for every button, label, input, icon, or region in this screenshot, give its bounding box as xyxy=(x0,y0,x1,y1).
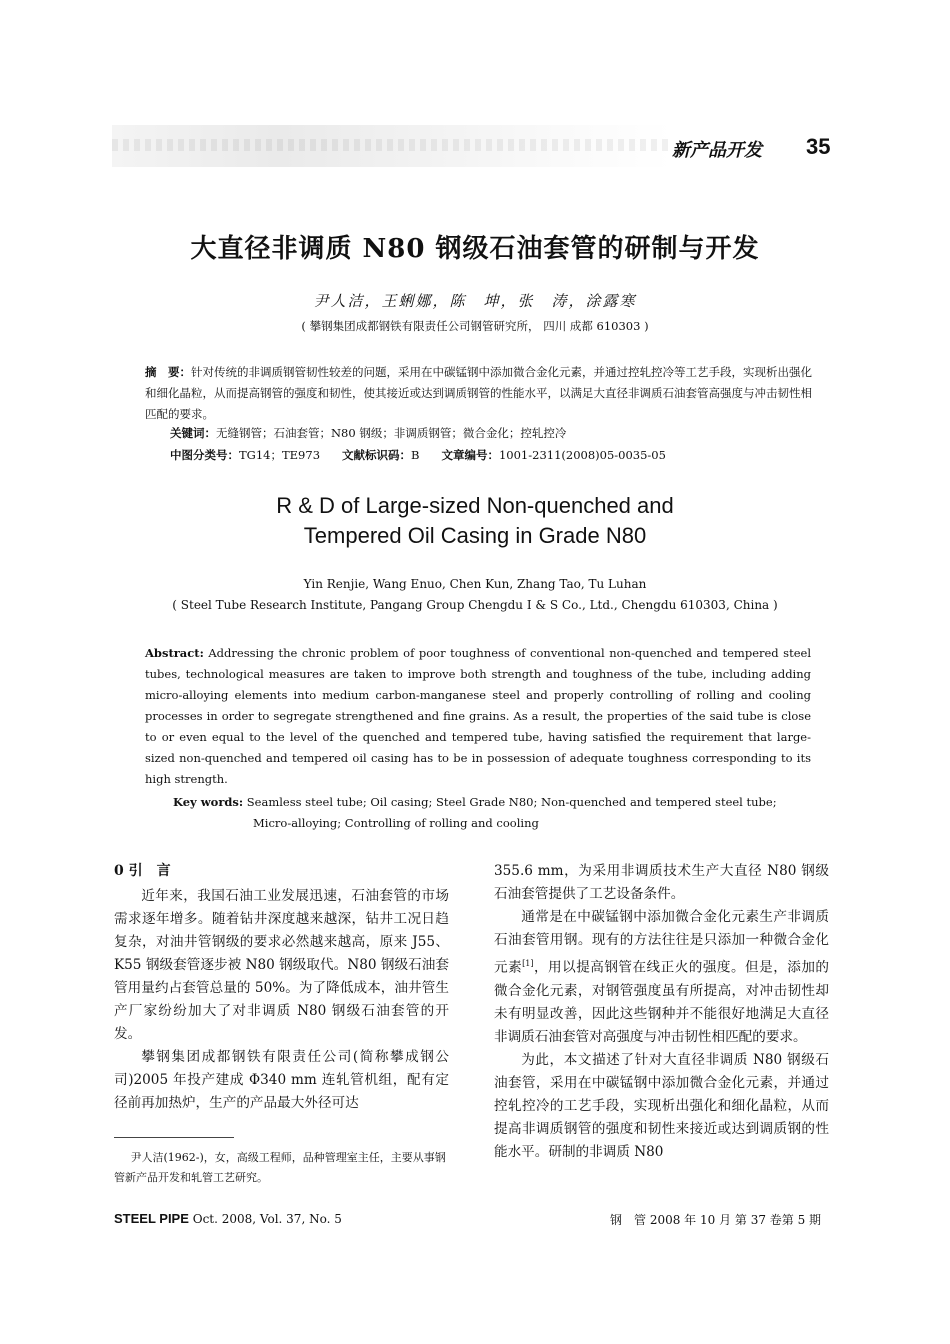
title-en-line1: R & D of Large-sized Non-quenched and xyxy=(276,493,674,518)
classification-line xyxy=(170,447,666,463)
section-heading: 0 引 言 xyxy=(114,863,171,879)
paragraph-intro-2: 攀钢集团成都钢铁有限责任公司(简称攀成钢公司)2005 年投产建成 Φ340 mm 连轧管机组，配有定径前再加热炉，生产的产品最大外径可达 xyxy=(114,1049,449,1111)
keywords-en-label: Key words: xyxy=(173,795,244,809)
author-footnote: 尹人洁(1962-)，女，高级工程师，品种管理室主任，主要从事钢管新产品开发和轧管工艺研究。 xyxy=(114,1151,446,1184)
article-no-label: 文章编号： xyxy=(441,448,499,462)
keywords-en xyxy=(173,792,813,834)
paragraph-methods-text-cont: ，用以提高钢管在线正火的强度。但是，添加的微合金化元素，对钢管强度虽有所提高，对冲击韧性却未有明显改善，因此这些钢种并不能很好地满足大直径非调质石油套管对高强度与冲击韧性相匹配的要求。 xyxy=(494,959,830,1045)
title-zh: 大直径非调质 N80 钢级石油套管的研制与开发 xyxy=(190,234,760,264)
doc-code-value: B xyxy=(411,448,420,462)
clc-label: 中图分类号： xyxy=(170,448,239,462)
footnote-divider xyxy=(114,1137,234,1138)
keywords-zh-text: 无缝钢管；石油套管；N80 钢级；非调质钢管；微合金化；控轧控冷 xyxy=(216,426,567,440)
keywords-zh xyxy=(170,425,566,441)
abstract-en xyxy=(145,643,811,790)
header-band xyxy=(112,125,672,167)
body-column-left xyxy=(114,860,449,1115)
abstract-zh-label: 摘 要： xyxy=(145,365,191,379)
keywords-en-line1: Seamless steel tube; Oil casing; Steel Grade N80; Non-quenched and tempered steel tube; xyxy=(246,795,777,809)
paragraph-purpose: 为此，本文描述了针对大直径非调质 N80 钢级石油套管，采用在中碳锰钢中添加微合金化元素，并通过控轧控冷的工艺手段，实现析出强化和细化晶粒，从而提高非调质钢管的强度和韧性来接近或达到调质钢的性能水平。研制的非调质 N80 xyxy=(494,1051,829,1160)
paragraph-methods xyxy=(494,906,829,1049)
article-no-value: 1001-2311(2008)05-0035-05 xyxy=(498,448,666,462)
authors-en: Yin Renjie, Wang Enuo, Chen Kun, Zhang Tao, Tu Luhan xyxy=(303,577,647,591)
doc-code-label: 文献标识码： xyxy=(342,448,412,462)
affiliation-zh: ( 攀钢集团成都钢铁有限责任公司钢管研究所， 四川 成都 610303 ) xyxy=(301,319,649,333)
footer-issue-info: Oct. 2008, Vol. 37, No. 5 xyxy=(192,1212,342,1226)
abstract-zh-text: 针对传统的非调质钢管韧性较差的问题，采用在中碳锰钢中添加微合金化元素，并通过控轧控冷等工艺手段，实现析出强化和细化晶粒，从而提高钢管的强度和韧性，使其接近或达到调质钢管的性能水平，以满足大直径非调质石油套管高强度与冲击韧性相匹配的要求。 xyxy=(145,365,812,421)
paragraph-continued: 355.6 mm，为采用非调质技术生产大直径 N80 钢级石油套管提供了工艺设备条件。 xyxy=(494,863,829,902)
keywords-en-line2: Micro-alloying; Controlling of rolling and cooling xyxy=(253,816,539,830)
footer-left xyxy=(114,1211,342,1226)
body-column-right xyxy=(494,860,829,1164)
paragraph-intro-1: 近年来，我国石油工业发展迅速，石油套管的市场需求逐年增多。随着钻井深度越来越深，钻井工况日趋复杂，对油井管钢级的要求必然越来越高，原来 J55、K55 钢级套管逐步被 N80 钢级取代。N80 钢级石油套管用量约占套管总量的 50%。为了降低成本，油井管生产厂家纷纷加大了对非调质 N80 钢级石油套管的开发。 xyxy=(114,888,449,1042)
citation-ref: [1] xyxy=(522,959,534,968)
paragraph-methods-text: 通常是在中碳锰钢中添加微合金化元素生产非调质石油套管用钢。现有的方法往往是只添加一种微合金化元素 xyxy=(494,909,829,976)
section-label: 新产品开发 xyxy=(672,140,762,161)
page-number: 35 xyxy=(806,134,831,159)
abstract-en-text: Addressing the chronic problem of poor toughness of conventional non-quenched and tempered steel tubes, technological measures are taken to improve both strength and toughness of the tube, including adding micro-alloying elements into medium carbon-manganese steel and properly controlling of rolling and cooling processes in order to segregate strengthened and fine grains. As a result, the properties of the said tube is close to or even equal to the level of the quenched and tempered tube, having satisfied the requirement that large-sized non-quenched and tempered oil casing has to be in possession of adequate toughness corresponding to its high strength. xyxy=(145,646,811,786)
title-en-line2: Tempered Oil Casing in Grade N80 xyxy=(303,523,647,548)
authors-zh: 尹人洁，王蜊娜，陈 坤，张 涛，涂露寒 xyxy=(313,292,637,310)
footer-right: 钢 管 2008 年 10 月 第 37 卷第 5 期 xyxy=(610,1213,822,1227)
abstract-en-label: Abstract: xyxy=(145,646,204,660)
abstract-zh xyxy=(145,362,812,425)
clc-value: TG14；TE973 xyxy=(239,448,321,462)
journal-brand: STEEL PIPE xyxy=(114,1211,189,1226)
affiliation-en: ( Steel Tube Research Institute, Pangang Group Chengdu I & S Co., Ltd., Chengdu 610303, China ) xyxy=(172,598,778,612)
title-en xyxy=(0,491,950,551)
keywords-zh-label: 关键词： xyxy=(170,426,216,440)
